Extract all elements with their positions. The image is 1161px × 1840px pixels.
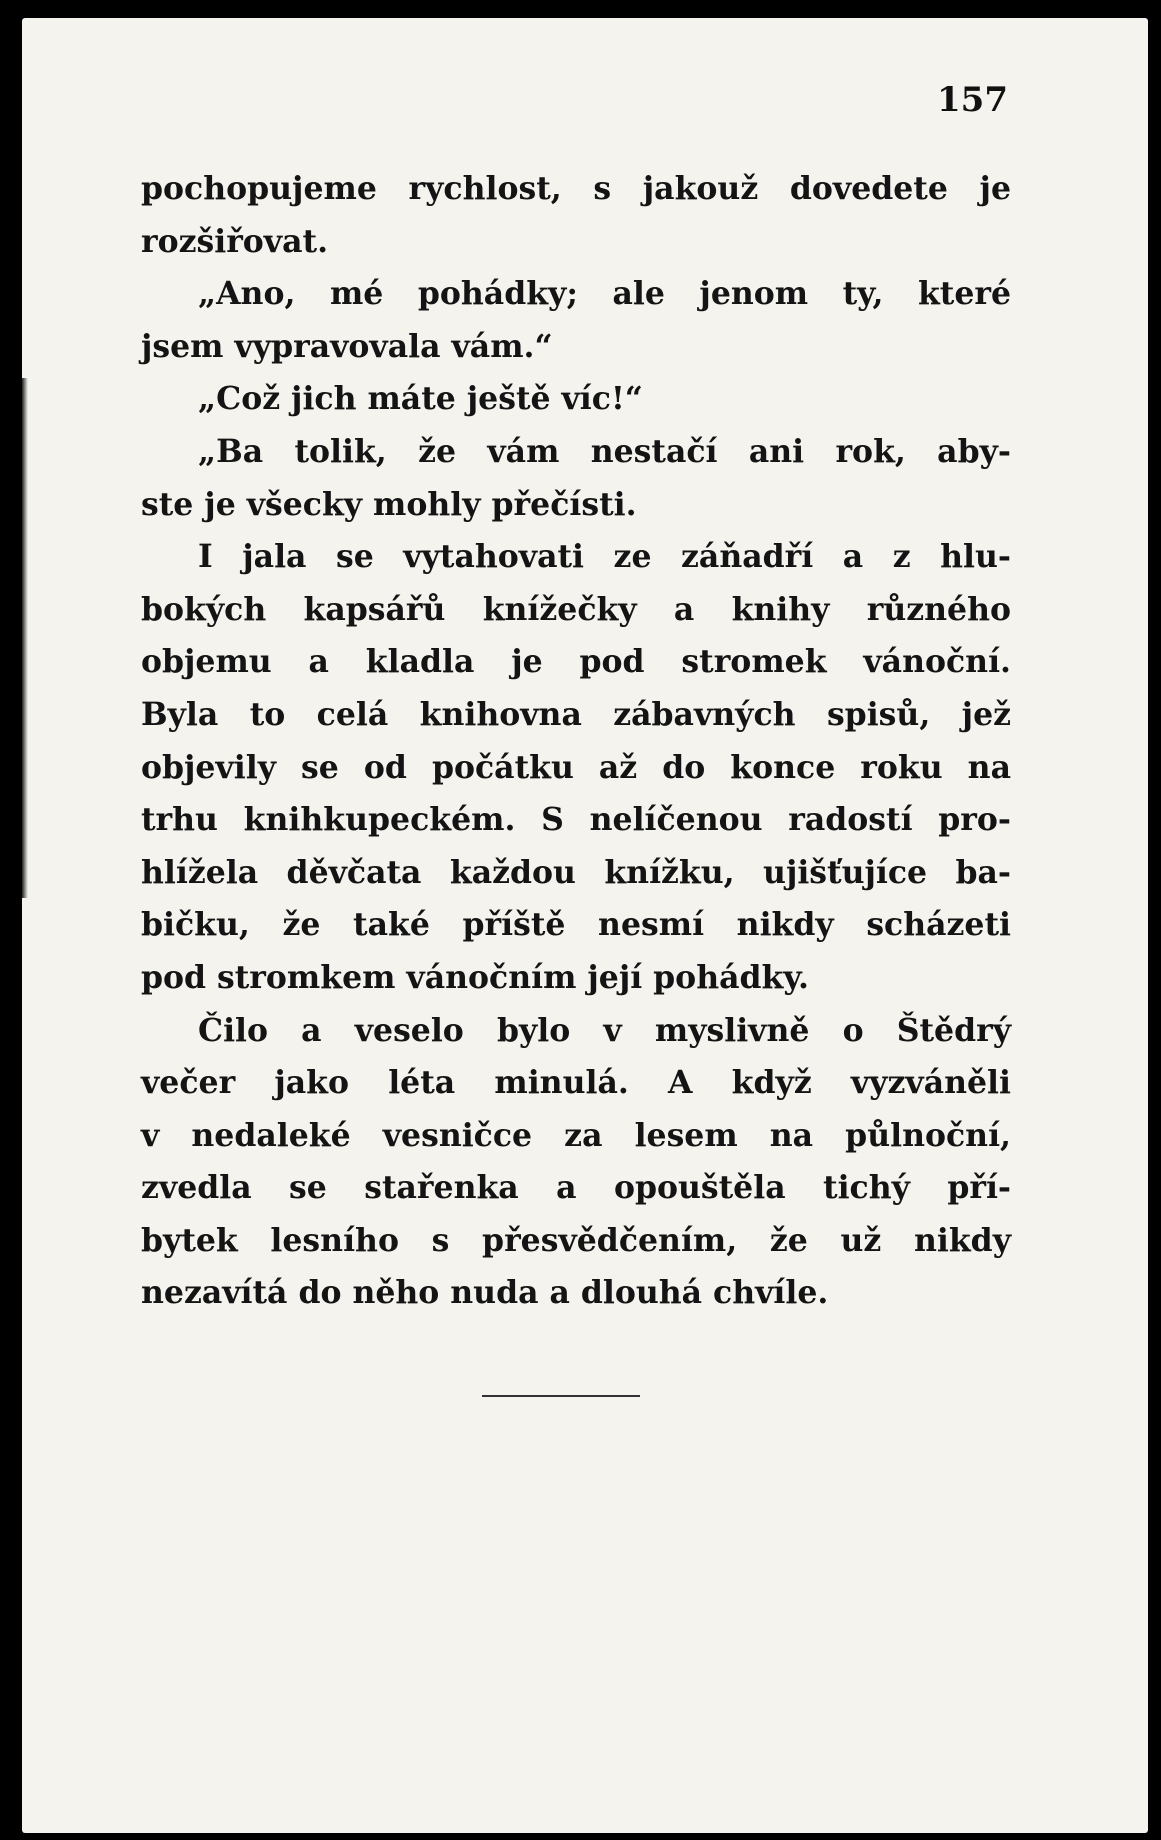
page-number: 157	[937, 80, 1008, 120]
page-edge-shadow	[22, 378, 28, 898]
end-rule	[482, 1395, 640, 1397]
text-line: hlížela děvčata každou knížku, ujišťujíce ba-	[141, 853, 1011, 891]
text-line: rozšiřovat.	[141, 222, 329, 260]
text-line: zvedla se stařenka a opouštěla tichý pří-	[141, 1169, 1011, 1207]
text-line: bytek lesního s přesvědčením, že už nikdy	[141, 1221, 1011, 1259]
text-line: pod stromkem vánočním její pohádky.	[141, 958, 810, 996]
text-line: pochopujeme rychlost, s jakouž dovedete je	[141, 170, 1011, 207]
text-line: Čilo a veselo bylo v myslivně o Štědrý	[198, 1011, 1011, 1049]
text-line: ste je všecky mohly přečísti.	[141, 485, 637, 523]
text-line: jsem vypravovala vám.“	[141, 327, 553, 365]
text-line: v nedaleké vesničce za lesem na půlnoční,	[141, 1116, 1011, 1154]
text-line: bokých kapsářů knížečky a knihy různého	[141, 590, 1011, 628]
body-text	[141, 163, 1011, 1320]
text-line: objemu a kladla je pod stromek vánoční.	[141, 643, 1011, 681]
text-line: objevily se od počátku až do konce roku na	[141, 748, 1011, 786]
text-line: Byla to celá knihovna zábavných spisů, jež	[141, 695, 1011, 733]
book-page	[22, 18, 1148, 1833]
text-line: „Ano, mé pohádky; ale jenom ty, které	[198, 275, 1011, 313]
text-line: trhu knihkupeckém. S nelíčenou radostí pro-	[141, 801, 1011, 839]
text-line: „Ba tolik, že vám nestačí ani rok, aby-	[198, 432, 1011, 470]
text-line: bičku, že také příště nesmí nikdy scházeti	[141, 906, 1011, 944]
text-line: I jala se vytahovati ze záňadří a z hlu-	[198, 538, 1011, 576]
text-line: nezavítá do něho nuda a dlouhá chvíle.	[141, 1274, 829, 1312]
text-line: večer jako léta minulá. A když vyzváněli	[141, 1064, 1011, 1102]
text-line: „Což jich máte ještě víc!“	[198, 380, 643, 418]
